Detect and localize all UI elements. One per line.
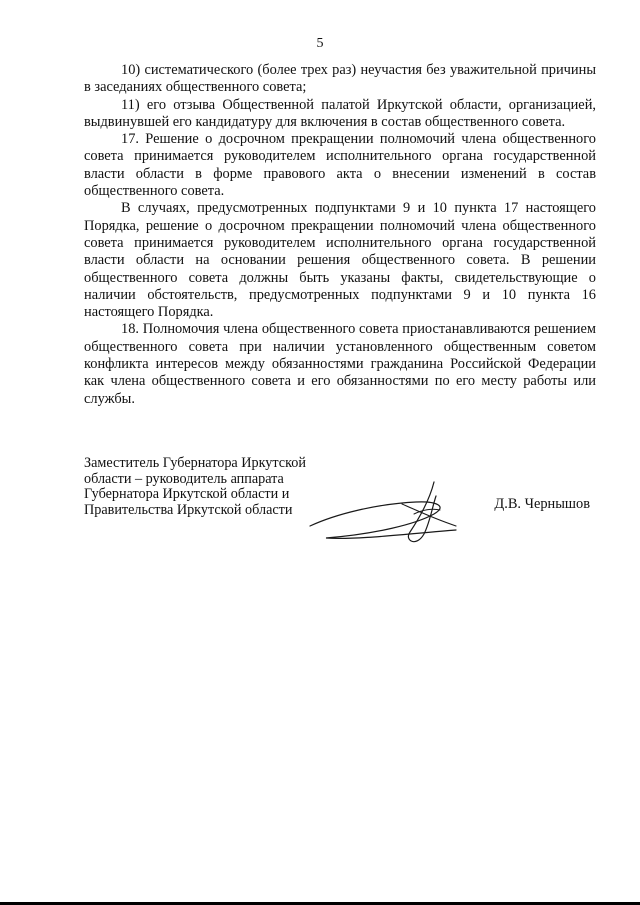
signer-position-line: Заместитель Губернатора Иркутской (84, 455, 306, 471)
signer-position-line: области – руководитель аппарата (84, 470, 284, 487)
signer-position-line: Губернатора Иркутской области и (84, 486, 290, 502)
paragraph-clause-17: 17. Решение о досрочном прекращении полномочий члена общественного совета принимается руководителем исполнительного органа государственной власти области в форме правового акта о внесении изменений в состав общественного совета. (84, 131, 596, 200)
signer-position-line: Правительства Иркутской области (84, 501, 293, 518)
signer-name: Д.В. Чернышов (494, 496, 590, 512)
paragraph-item-10: 10) систематического (более трех раз) неучастия без уважительной причины в заседаниях общественного совета; (84, 62, 596, 96)
handwritten-signature (306, 474, 466, 552)
paragraph-item-11: 11) его отзыва Общественной палатой Иркутской области, организацией, выдвинувшей его кандидатуру для включения в состав общественного совета. (84, 96, 596, 130)
signature-block (84, 456, 596, 566)
page-number: 5 (316, 36, 324, 51)
document-body (84, 62, 596, 408)
paragraph-cases: В случаях, предусмотренных подпунктами 9 и 10 пункта 17 настоящего Порядка, решение о досрочном прекращении полномочий члена общественного совета принимается руководителем исполнительного органа государственной власти области на основании решения общественного совета. В решении общественного совета должны быть указаны факты, свидетельствующие о наличии обстоятельств, предусмотренных подпунктами 9 и 10 пункта 16 настоящего Порядка. (84, 200, 596, 321)
paragraph-clause-18: 18. Полномочия члена общественного совета приостанавливаются решением общественного совета при наличии установленного общественным советом конфликта интересов между обязанностями гражданина Российской Федерации как члена общественного совета и его обязанностями по его месту работы или службы. (84, 321, 596, 407)
